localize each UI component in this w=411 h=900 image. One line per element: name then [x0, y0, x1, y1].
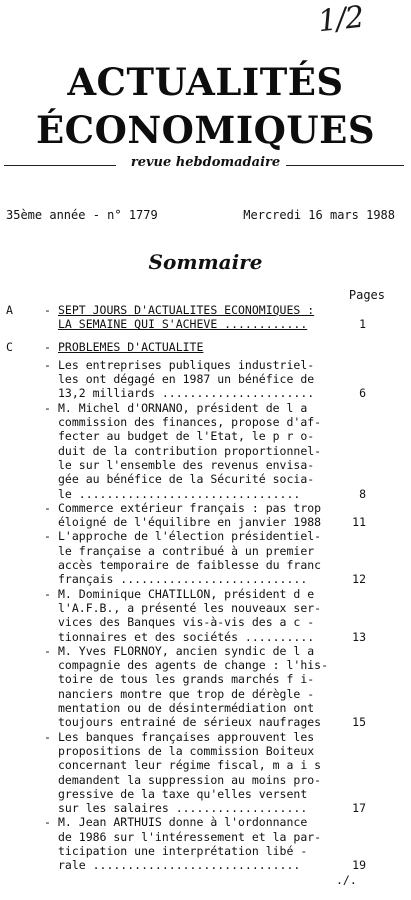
toc-entry-line [0, 701, 411, 715]
entry-dash: - [44, 529, 51, 544]
section-dash: - [44, 339, 51, 354]
toc-entry-text: commission des finances, propose d'af- [58, 415, 322, 430]
toc-entry-line [0, 787, 411, 801]
masthead-subtitle: revue hebdomadaire [130, 155, 281, 170]
toc-entry-line [0, 758, 411, 772]
toc-entry-text: concernant leur régime fiscal, m a i s [58, 758, 322, 773]
toc-entry-line [0, 830, 411, 844]
section-heading: PROBLEMES D'ACTUALITE [58, 339, 204, 354]
toc-entry-line [0, 601, 411, 615]
masthead-title-line2: ÉCONOMIQUES [35, 108, 376, 152]
toc-entry-line [0, 501, 411, 515]
page-number: 8 [359, 486, 366, 501]
toc-entry-text: M. Dominique CHATILLON, président d e [58, 586, 315, 601]
toc-entry-line [0, 644, 411, 658]
entry-dash: - [44, 500, 51, 515]
toc-entry-line [0, 672, 411, 686]
toc-entry-text: tionnaires et des sociétés .......... [58, 629, 315, 644]
entry-dash: - [44, 815, 51, 830]
entry-dash: - [44, 643, 51, 658]
toc-entry-text: 13,2 milliards ...................... [58, 386, 315, 401]
toc-entry-text: duit de la contribution proportionnel- [58, 443, 322, 458]
toc-entry-text: Commerce extérieur français : pas trop [58, 500, 322, 515]
toc-entry [0, 587, 411, 644]
page-number: 13 [352, 629, 366, 644]
toc-entry-text: sur les salaires ................... [58, 801, 308, 816]
toc-entry-line [0, 615, 411, 629]
masthead-title-line1: ACTUALITÉS [67, 60, 344, 104]
toc-entry [0, 644, 411, 730]
toc-entry-line [0, 515, 411, 529]
toc-entry-text: L'approche de l'élection présidentiel- [58, 529, 322, 544]
page-number: 17 [352, 801, 366, 816]
toc-entry-text: éloigné de l'équilibre en janvier 1988 [58, 515, 322, 530]
toc-entry-text: mentation ou de désintermédiation ont [58, 701, 315, 716]
toc-entry-text: les ont dégagé en 1987 un bénéfice de [58, 372, 315, 387]
toc-entry [0, 730, 411, 816]
page-number: 19 [352, 858, 366, 873]
toc-entry-text: fecter au budget de l'Etat, le p r o- [58, 429, 315, 444]
toc-entry [0, 815, 411, 872]
toc-entry-text: le ................................ [58, 486, 301, 501]
toc-entry-text: M. Michel d'ORNANO, président de l a [58, 400, 308, 415]
toc-entry-line [0, 415, 411, 429]
toc-entry-line [0, 572, 411, 586]
toc-entry-text: le sur l'ensemble des revenus envisa- [58, 457, 315, 472]
toc-entry-line [0, 844, 411, 858]
toc-entry-line [0, 687, 411, 701]
toc-entry-line [0, 744, 411, 758]
toc-entry-text: toire de tous les grands marchés f i- [58, 672, 315, 687]
sommaire-heading: Sommaire [148, 250, 263, 274]
toc-entry-line [0, 773, 411, 787]
toc-entry-text: de 1986 sur l'intéressement et la par- [58, 829, 322, 844]
toc-entry-line [0, 372, 411, 386]
toc-entry-text: gressive de la taxe qu'elles versent [58, 786, 308, 801]
entry-dash: - [44, 400, 51, 415]
toc-entry-line [0, 558, 411, 572]
entry-dash: - [44, 729, 51, 744]
toc-entry-text: le française a contribué à un premier [58, 543, 315, 558]
page-number: 6 [359, 386, 366, 401]
toc-entry-line [0, 487, 411, 501]
entry-dash: - [44, 303, 51, 317]
toc-entry [0, 529, 411, 586]
toc-entry-line [0, 730, 411, 744]
toc-entry-text: propositions de la commission Boiteux [58, 743, 315, 758]
toc-entry-line [0, 529, 411, 543]
pages-column-header: Pages [348, 288, 385, 302]
issue-date: Mercredi 16 mars 1988 [243, 208, 395, 222]
section-heading-row [0, 340, 411, 354]
toc-entry-text: SEPT JOURS D'ACTUALITES ECONOMIQUES : [58, 303, 315, 317]
page-number: 12 [352, 572, 366, 587]
toc-entry-line [0, 358, 411, 372]
toc-entry [0, 358, 411, 401]
toc-entry-line [0, 458, 411, 472]
toc-entry-line [0, 444, 411, 458]
section-letter: A [6, 303, 13, 317]
subtitle-rule-right [286, 165, 404, 166]
section-gap [0, 332, 411, 340]
continuation-mark: ./. [336, 872, 357, 887]
page-number: 15 [352, 715, 366, 730]
handwritten-annotation: 1/2 [316, 0, 365, 40]
toc-entry-text: rale .............................. [58, 858, 301, 873]
entry-dash: - [44, 357, 51, 372]
toc-entry-line [0, 630, 411, 644]
issue-number: 35ème année - n° 1779 [6, 208, 158, 222]
toc-entry-text: demandent la suppression au moins pro- [58, 772, 322, 787]
table-of-contents [0, 303, 411, 887]
entry-dash: - [44, 586, 51, 601]
toc-entry-text: compagnie des agents de change : l'his- [58, 658, 329, 673]
toc-entry-line [0, 429, 411, 443]
page-number: 11 [352, 515, 366, 530]
toc-entry-text: M. Yves FLORNOY, ancien syndic de l a [58, 643, 315, 658]
toc-entry-line [0, 303, 411, 317]
toc-entry [0, 501, 411, 530]
toc-entry [0, 401, 411, 501]
toc-entry [0, 303, 411, 332]
toc-entry-line [0, 401, 411, 415]
toc-entry-line [0, 587, 411, 601]
toc-entry-text: nanciers montre que trop de dérègle - [58, 686, 315, 701]
toc-entry-line [0, 472, 411, 486]
toc-entry-text: ticipation une interprétation libé - [58, 843, 308, 858]
toc-entry-line [0, 658, 411, 672]
toc-entry-line [0, 715, 411, 729]
toc-entry-text: Les entreprises publiques industriel- [58, 357, 315, 372]
toc-entry-text: vices des Banques vis-à-vis des a c - [58, 615, 315, 630]
section-letter: C [6, 339, 13, 354]
toc-entry-text: LA SEMAINE QUI S'ACHEVE ............ [58, 317, 308, 332]
toc-entry-text: français ........................... [58, 572, 308, 587]
toc-entry-text: Les banques françaises approuvent les [58, 729, 315, 744]
toc-entry-line [0, 386, 411, 400]
toc-entry-line [0, 544, 411, 558]
toc-entry-line [0, 815, 411, 829]
toc-entry-text: accès temporaire de faiblesse du franc [58, 558, 322, 573]
toc-entry-line [0, 317, 411, 331]
toc-entry-text: gée au bénéfice de la Sécurité socia- [58, 472, 315, 487]
toc-entry-text: l'A.F.B., a présenté les nouveaux ser- [58, 600, 322, 615]
toc-entry-text: M. Jean ARTHUIS donne à l'ordonnance [58, 815, 308, 830]
toc-entry-line [0, 801, 411, 815]
toc-entry-line [0, 858, 411, 872]
page-number: 1 [359, 317, 366, 332]
toc-entry-text: toujours entrainé de sérieux naufrages [58, 715, 322, 730]
